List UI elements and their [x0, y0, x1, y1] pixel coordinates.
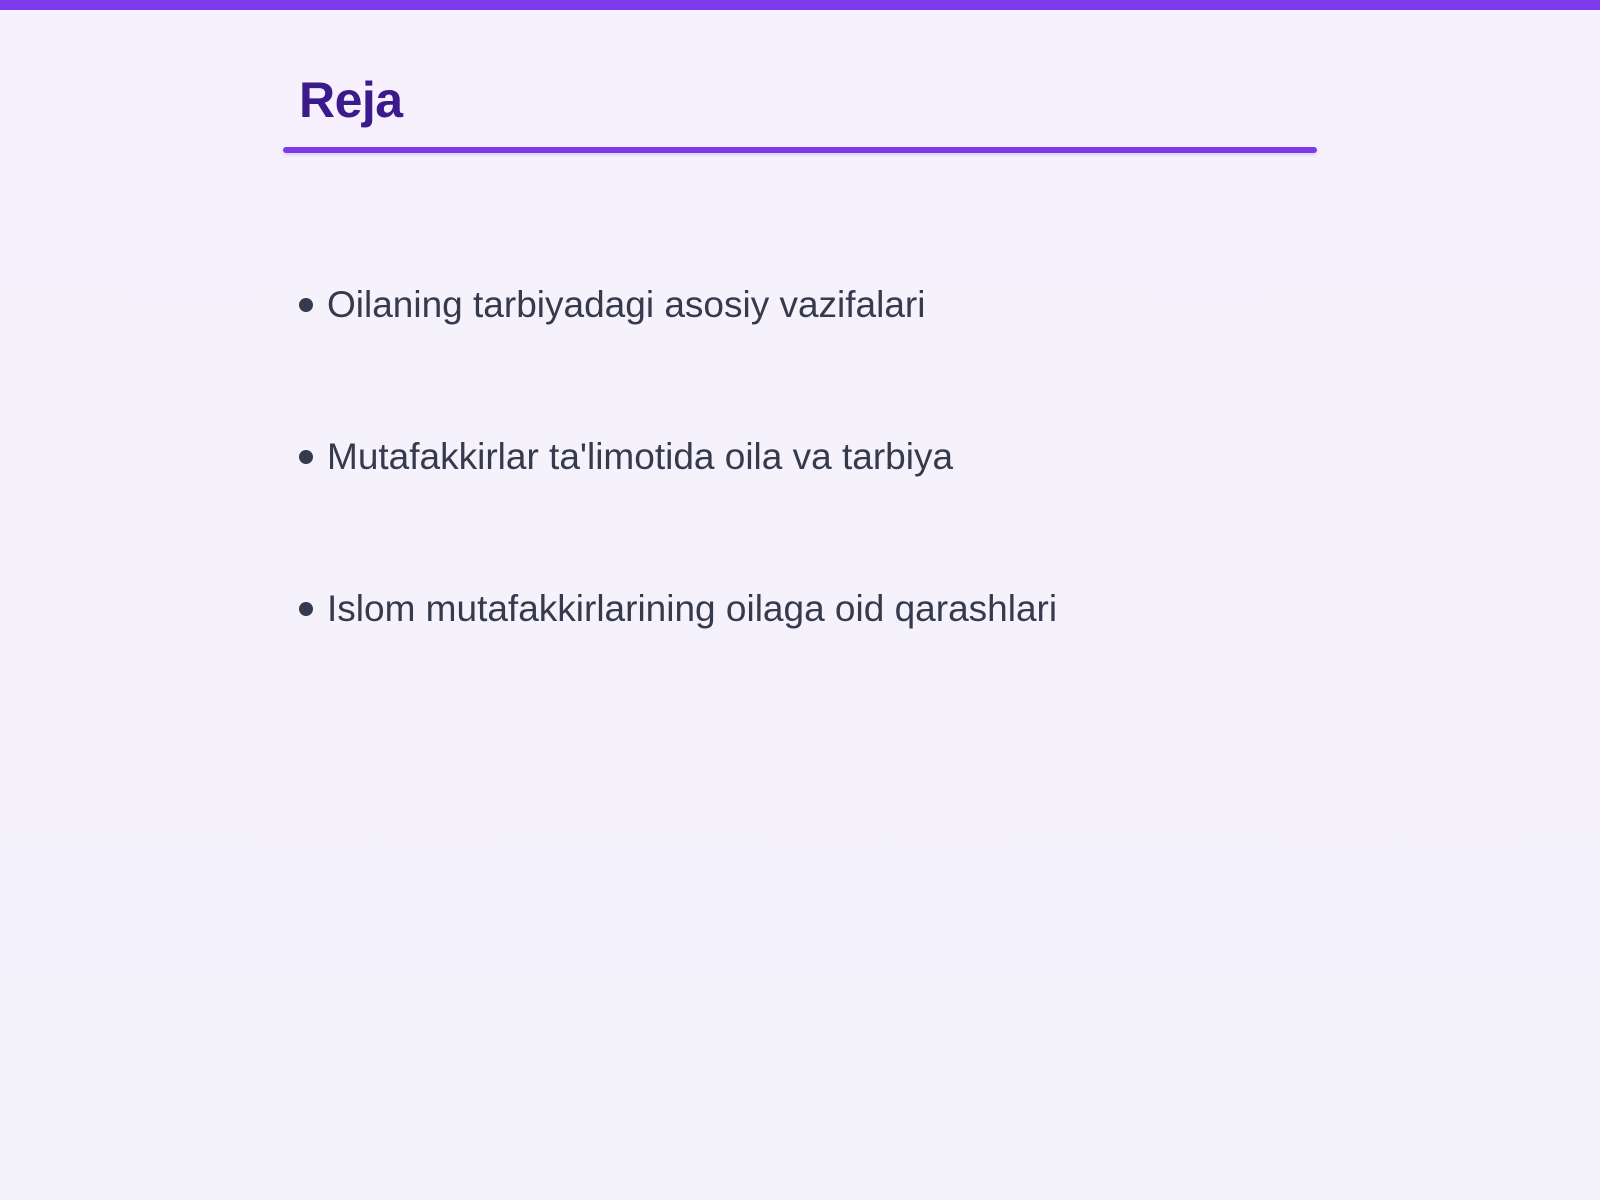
list-item: [299, 280, 1057, 330]
bullet-icon: [299, 298, 313, 312]
title-underline: [283, 147, 1317, 153]
list-item: [299, 432, 1057, 482]
bullet-text: Oilaning tarbiyadagi asosiy vazifalari: [327, 284, 926, 325]
bullet-icon: [299, 602, 313, 616]
slide: [283, 0, 1317, 1200]
bullet-icon: [299, 450, 313, 464]
slide-title: Reja: [299, 72, 403, 128]
bullet-text: Mutafakkirlar ta'limotida oila va tarbiya: [327, 436, 954, 477]
bullet-text: Islom mutafakkirlarining oilaga oid qarashlari: [327, 588, 1058, 629]
list-item: [299, 584, 1057, 634]
bullet-list: [299, 280, 1057, 736]
